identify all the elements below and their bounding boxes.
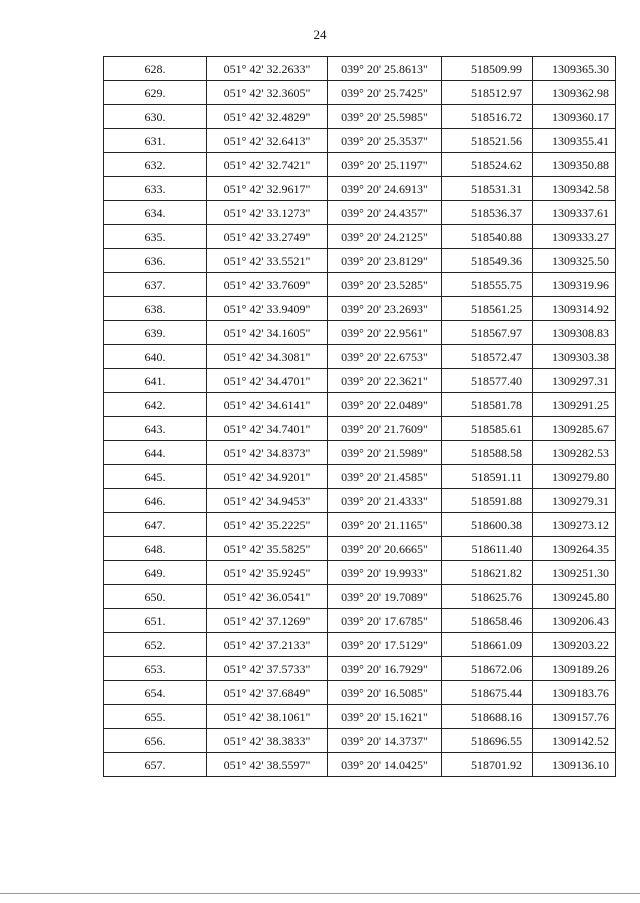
x-coordinate-cell: 518531.31 bbox=[442, 177, 533, 201]
y-coordinate-cell: 1309314.92 bbox=[533, 297, 616, 321]
longitude-cell: 039° 20' 21.4333" bbox=[328, 489, 442, 513]
x-coordinate-cell: 518591.88 bbox=[442, 489, 533, 513]
point-number-cell: 655. bbox=[104, 705, 207, 729]
latitude-cell: 051° 42' 37.6849" bbox=[207, 681, 328, 705]
longitude-cell: 039° 20' 25.1197" bbox=[328, 153, 442, 177]
x-coordinate-cell: 518611.40 bbox=[442, 537, 533, 561]
table-row bbox=[104, 201, 616, 225]
latitude-cell: 051° 42' 34.7401" bbox=[207, 417, 328, 441]
point-number-cell: 643. bbox=[104, 417, 207, 441]
x-coordinate-cell: 518661.09 bbox=[442, 633, 533, 657]
longitude-cell: 039° 20' 25.8613" bbox=[328, 57, 442, 81]
y-coordinate-cell: 1309362.98 bbox=[533, 81, 616, 105]
point-number-cell: 640. bbox=[104, 345, 207, 369]
point-number-cell: 647. bbox=[104, 513, 207, 537]
x-coordinate-cell: 518600.38 bbox=[442, 513, 533, 537]
table-row bbox=[104, 657, 616, 681]
point-number-cell: 629. bbox=[104, 81, 207, 105]
y-coordinate-cell: 1309291.25 bbox=[533, 393, 616, 417]
table-row bbox=[104, 321, 616, 345]
y-coordinate-cell: 1309279.31 bbox=[533, 489, 616, 513]
x-coordinate-cell: 518591.11 bbox=[442, 465, 533, 489]
x-coordinate-cell: 518521.56 bbox=[442, 129, 533, 153]
y-coordinate-cell: 1309245.80 bbox=[533, 585, 616, 609]
point-number-cell: 641. bbox=[104, 369, 207, 393]
point-number-cell: 656. bbox=[104, 729, 207, 753]
x-coordinate-cell: 518561.25 bbox=[442, 297, 533, 321]
longitude-cell: 039° 20' 23.5285" bbox=[328, 273, 442, 297]
x-coordinate-cell: 518672.06 bbox=[442, 657, 533, 681]
y-coordinate-cell: 1309251.30 bbox=[533, 561, 616, 585]
latitude-cell: 051° 42' 37.5733" bbox=[207, 657, 328, 681]
latitude-cell: 051° 42' 34.4701" bbox=[207, 369, 328, 393]
table-row bbox=[104, 417, 616, 441]
table-row bbox=[104, 561, 616, 585]
table-row bbox=[104, 465, 616, 489]
x-coordinate-cell: 518516.72 bbox=[442, 105, 533, 129]
longitude-cell: 039° 20' 22.3621" bbox=[328, 369, 442, 393]
longitude-cell: 039° 20' 22.9561" bbox=[328, 321, 442, 345]
latitude-cell: 051° 42' 34.3081" bbox=[207, 345, 328, 369]
latitude-cell: 051° 42' 34.9201" bbox=[207, 465, 328, 489]
table-row bbox=[104, 345, 616, 369]
table-row bbox=[104, 177, 616, 201]
point-number-cell: 631. bbox=[104, 129, 207, 153]
table-row bbox=[104, 585, 616, 609]
latitude-cell: 051° 42' 32.7421" bbox=[207, 153, 328, 177]
y-coordinate-cell: 1309157.76 bbox=[533, 705, 616, 729]
y-coordinate-cell: 1309355.41 bbox=[533, 129, 616, 153]
point-number-cell: 637. bbox=[104, 273, 207, 297]
table-row bbox=[104, 153, 616, 177]
point-number-cell: 645. bbox=[104, 465, 207, 489]
y-coordinate-cell: 1309264.35 bbox=[533, 537, 616, 561]
longitude-cell: 039° 20' 25.5985" bbox=[328, 105, 442, 129]
point-number-cell: 636. bbox=[104, 249, 207, 273]
y-coordinate-cell: 1309360.17 bbox=[533, 105, 616, 129]
longitude-cell: 039° 20' 21.1165" bbox=[328, 513, 442, 537]
point-number-cell: 650. bbox=[104, 585, 207, 609]
x-coordinate-cell: 518549.36 bbox=[442, 249, 533, 273]
table-row bbox=[104, 729, 616, 753]
x-coordinate-cell: 518588.58 bbox=[442, 441, 533, 465]
longitude-cell: 039° 20' 17.5129" bbox=[328, 633, 442, 657]
y-coordinate-cell: 1309308.83 bbox=[533, 321, 616, 345]
x-coordinate-cell: 518540.88 bbox=[442, 225, 533, 249]
table-row bbox=[104, 297, 616, 321]
y-coordinate-cell: 1309136.10 bbox=[533, 753, 616, 777]
latitude-cell: 051° 42' 32.4829" bbox=[207, 105, 328, 129]
longitude-cell: 039° 20' 24.6913" bbox=[328, 177, 442, 201]
x-coordinate-cell: 518625.76 bbox=[442, 585, 533, 609]
x-coordinate-cell: 518658.46 bbox=[442, 609, 533, 633]
latitude-cell: 051° 42' 37.1269" bbox=[207, 609, 328, 633]
x-coordinate-cell: 518688.16 bbox=[442, 705, 533, 729]
latitude-cell: 051° 42' 32.2633" bbox=[207, 57, 328, 81]
point-number-cell: 657. bbox=[104, 753, 207, 777]
y-coordinate-cell: 1309282.53 bbox=[533, 441, 616, 465]
longitude-cell: 039° 20' 22.0489" bbox=[328, 393, 442, 417]
latitude-cell: 051° 42' 33.1273" bbox=[207, 201, 328, 225]
table-row bbox=[104, 705, 616, 729]
longitude-cell: 039° 20' 19.7089" bbox=[328, 585, 442, 609]
table-row bbox=[104, 441, 616, 465]
latitude-cell: 051° 42' 32.3605" bbox=[207, 81, 328, 105]
y-coordinate-cell: 1309342.58 bbox=[533, 177, 616, 201]
y-coordinate-cell: 1309333.27 bbox=[533, 225, 616, 249]
longitude-cell: 039° 20' 25.7425" bbox=[328, 81, 442, 105]
x-coordinate-cell: 518621.82 bbox=[442, 561, 533, 585]
y-coordinate-cell: 1309279.80 bbox=[533, 465, 616, 489]
longitude-cell: 039° 20' 16.5085" bbox=[328, 681, 442, 705]
latitude-cell: 051° 42' 33.9409" bbox=[207, 297, 328, 321]
latitude-cell: 051° 42' 33.7609" bbox=[207, 273, 328, 297]
table-row bbox=[104, 753, 616, 777]
point-number-cell: 638. bbox=[104, 297, 207, 321]
y-coordinate-cell: 1309142.52 bbox=[533, 729, 616, 753]
y-coordinate-cell: 1309325.50 bbox=[533, 249, 616, 273]
point-number-cell: 639. bbox=[104, 321, 207, 345]
latitude-cell: 051° 42' 35.5825" bbox=[207, 537, 328, 561]
x-coordinate-cell: 518572.47 bbox=[442, 345, 533, 369]
table-row bbox=[104, 513, 616, 537]
point-number-cell: 635. bbox=[104, 225, 207, 249]
x-coordinate-cell: 518585.61 bbox=[442, 417, 533, 441]
longitude-cell: 039° 20' 19.9933" bbox=[328, 561, 442, 585]
y-coordinate-cell: 1309203.22 bbox=[533, 633, 616, 657]
x-coordinate-cell: 518701.92 bbox=[442, 753, 533, 777]
x-coordinate-cell: 518581.78 bbox=[442, 393, 533, 417]
longitude-cell: 039° 20' 20.6665" bbox=[328, 537, 442, 561]
latitude-cell: 051° 42' 37.2133" bbox=[207, 633, 328, 657]
latitude-cell: 051° 42' 33.5521" bbox=[207, 249, 328, 273]
y-coordinate-cell: 1309189.26 bbox=[533, 657, 616, 681]
x-coordinate-cell: 518536.37 bbox=[442, 201, 533, 225]
latitude-cell: 051° 42' 35.2225" bbox=[207, 513, 328, 537]
longitude-cell: 039° 20' 15.1621" bbox=[328, 705, 442, 729]
x-coordinate-cell: 518567.97 bbox=[442, 321, 533, 345]
point-number-cell: 652. bbox=[104, 633, 207, 657]
longitude-cell: 039° 20' 16.7929" bbox=[328, 657, 442, 681]
table-row bbox=[104, 537, 616, 561]
y-coordinate-cell: 1309273.12 bbox=[533, 513, 616, 537]
x-coordinate-cell: 518509.99 bbox=[442, 57, 533, 81]
table-row bbox=[104, 609, 616, 633]
latitude-cell: 051° 42' 34.1605" bbox=[207, 321, 328, 345]
table-row bbox=[104, 81, 616, 105]
longitude-cell: 039° 20' 21.7609" bbox=[328, 417, 442, 441]
longitude-cell: 039° 20' 21.4585" bbox=[328, 465, 442, 489]
point-number-cell: 632. bbox=[104, 153, 207, 177]
latitude-cell: 051° 42' 34.8373" bbox=[207, 441, 328, 465]
table-row bbox=[104, 369, 616, 393]
y-coordinate-cell: 1309183.76 bbox=[533, 681, 616, 705]
longitude-cell: 039° 20' 24.4357" bbox=[328, 201, 442, 225]
point-number-cell: 644. bbox=[104, 441, 207, 465]
x-coordinate-cell: 518675.44 bbox=[442, 681, 533, 705]
latitude-cell: 051° 42' 36.0541" bbox=[207, 585, 328, 609]
point-number-cell: 633. bbox=[104, 177, 207, 201]
x-coordinate-cell: 518696.55 bbox=[442, 729, 533, 753]
table-row bbox=[104, 249, 616, 273]
x-coordinate-cell: 518512.97 bbox=[442, 81, 533, 105]
point-number-cell: 634. bbox=[104, 201, 207, 225]
latitude-cell: 051° 42' 33.2749" bbox=[207, 225, 328, 249]
point-number-cell: 654. bbox=[104, 681, 207, 705]
y-coordinate-cell: 1309297.31 bbox=[533, 369, 616, 393]
latitude-cell: 051° 42' 32.6413" bbox=[207, 129, 328, 153]
longitude-cell: 039° 20' 22.6753" bbox=[328, 345, 442, 369]
point-number-cell: 642. bbox=[104, 393, 207, 417]
table-row bbox=[104, 273, 616, 297]
latitude-cell: 051° 42' 34.9453" bbox=[207, 489, 328, 513]
longitude-cell: 039° 20' 21.5989" bbox=[328, 441, 442, 465]
table-row bbox=[104, 633, 616, 657]
longitude-cell: 039° 20' 24.2125" bbox=[328, 225, 442, 249]
latitude-cell: 051° 42' 32.9617" bbox=[207, 177, 328, 201]
y-coordinate-cell: 1309319.96 bbox=[533, 273, 616, 297]
point-number-cell: 649. bbox=[104, 561, 207, 585]
page-number: 24 bbox=[313, 27, 327, 42]
longitude-cell: 039° 20' 23.2693" bbox=[328, 297, 442, 321]
x-coordinate-cell: 518577.40 bbox=[442, 369, 533, 393]
coordinates-table-body bbox=[104, 57, 616, 777]
y-coordinate-cell: 1309303.38 bbox=[533, 345, 616, 369]
table-row bbox=[104, 105, 616, 129]
y-coordinate-cell: 1309337.61 bbox=[533, 201, 616, 225]
y-coordinate-cell: 1309365.30 bbox=[533, 57, 616, 81]
point-number-cell: 628. bbox=[104, 57, 207, 81]
footer-divider bbox=[0, 893, 640, 894]
latitude-cell: 051° 42' 38.5597" bbox=[207, 753, 328, 777]
point-number-cell: 653. bbox=[104, 657, 207, 681]
longitude-cell: 039° 20' 14.3737" bbox=[328, 729, 442, 753]
table-row bbox=[104, 129, 616, 153]
point-number-cell: 630. bbox=[104, 105, 207, 129]
y-coordinate-cell: 1309285.67 bbox=[533, 417, 616, 441]
point-number-cell: 648. bbox=[104, 537, 207, 561]
x-coordinate-cell: 518555.75 bbox=[442, 273, 533, 297]
table-row bbox=[104, 225, 616, 249]
point-number-cell: 646. bbox=[104, 489, 207, 513]
latitude-cell: 051° 42' 38.1061" bbox=[207, 705, 328, 729]
table-row bbox=[104, 393, 616, 417]
longitude-cell: 039° 20' 14.0425" bbox=[328, 753, 442, 777]
table-row bbox=[104, 489, 616, 513]
latitude-cell: 051° 42' 38.3833" bbox=[207, 729, 328, 753]
latitude-cell: 051° 42' 34.6141" bbox=[207, 393, 328, 417]
table-row bbox=[104, 57, 616, 81]
latitude-cell: 051° 42' 35.9245" bbox=[207, 561, 328, 585]
x-coordinate-cell: 518524.62 bbox=[442, 153, 533, 177]
y-coordinate-cell: 1309206.43 bbox=[533, 609, 616, 633]
longitude-cell: 039° 20' 25.3537" bbox=[328, 129, 442, 153]
point-number-cell: 651. bbox=[104, 609, 207, 633]
table-row bbox=[104, 681, 616, 705]
longitude-cell: 039° 20' 17.6785" bbox=[328, 609, 442, 633]
y-coordinate-cell: 1309350.88 bbox=[533, 153, 616, 177]
longitude-cell: 039° 20' 23.8129" bbox=[328, 249, 442, 273]
coordinates-table bbox=[103, 56, 616, 777]
